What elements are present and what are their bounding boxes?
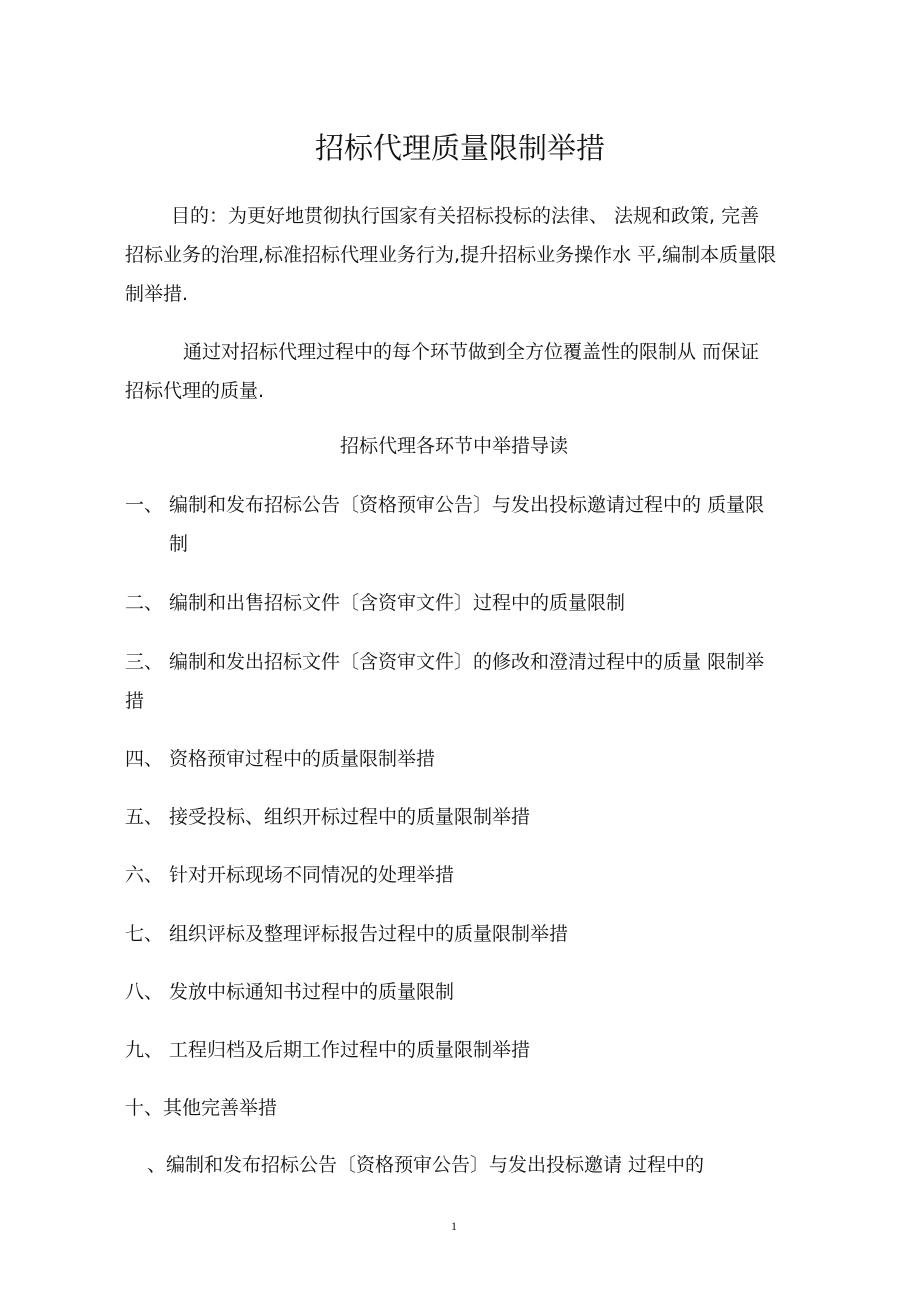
- intro-line: 通过对招标代理过程中的每个环节做到全方位覆盖性的限制从 而保证: [183, 341, 760, 363]
- page-number: 1: [451, 1219, 457, 1233]
- intro-line: 招标代理的质量.: [125, 380, 265, 402]
- document-title: 招标代理质量限制举措: [314, 131, 605, 165]
- guide-item-2: [125, 584, 790, 623]
- guide-item-line: 八、 发放中标通知书过程中的质量限制: [125, 981, 455, 1003]
- guide-item-line: 十、其他完善举措: [125, 1097, 278, 1119]
- purpose-paragraph: [125, 197, 790, 314]
- purpose-line: 招标业务的治理,标准招标代理业务行为,提升招标业务操作水 平,编制本质量限: [125, 244, 777, 266]
- guide-item-line: 五、 接受投标、组织开标过程中的质量限制举措: [125, 806, 531, 828]
- guide-subtitle: 招标代理各环节中举措导读: [339, 435, 568, 457]
- guide-item-line: 二、 编制和出售招标文件〔含资审文件〕过程中的质量限制: [125, 592, 626, 614]
- guide-item-7: [125, 915, 790, 954]
- purpose-line: 目的：为更好地贯彻执行国家有关招标投标的法律、 法规和政策, 完善: [171, 205, 760, 227]
- guide-item-5: [125, 798, 790, 837]
- guide-item-line: 措: [125, 690, 145, 712]
- guide-item-6: [125, 856, 790, 895]
- guide-item-8: [125, 973, 790, 1012]
- guide-item-line: 四、 资格预审过程中的质量限制举措: [125, 748, 436, 770]
- guide-item-9: [125, 1031, 790, 1070]
- purpose-line: 制举措.: [125, 283, 189, 305]
- guide-item-line: 三、 编制和发出招标文件〔含资审文件〕的修改和澄清过程中的质量 限制举: [125, 651, 765, 673]
- guide-item-line: 九、 工程归档及后期工作过程中的质量限制举措: [125, 1039, 531, 1061]
- guide-item-3: [125, 643, 790, 721]
- guide-item-4: [125, 740, 790, 779]
- guide-item-line: 制: [169, 533, 189, 555]
- guide-item-line: 六、 针对开标现场不同情况的处理举措: [125, 864, 455, 886]
- intro-paragraph: [125, 333, 790, 411]
- guide-item-1: [125, 486, 790, 564]
- guide-item-line: 七、 组织评标及整理评标报告过程中的质量限制举措: [125, 923, 569, 945]
- section-heading: 、编制和发布招标公告〔资格预审公告〕与发出投标邀请 过程中的: [147, 1154, 705, 1176]
- guide-item-10: [125, 1089, 790, 1128]
- guide-item-line: 一、 编制和发布招标公告〔资格预审公告〕与发出投标邀请过程中的 质量限: [125, 494, 765, 516]
